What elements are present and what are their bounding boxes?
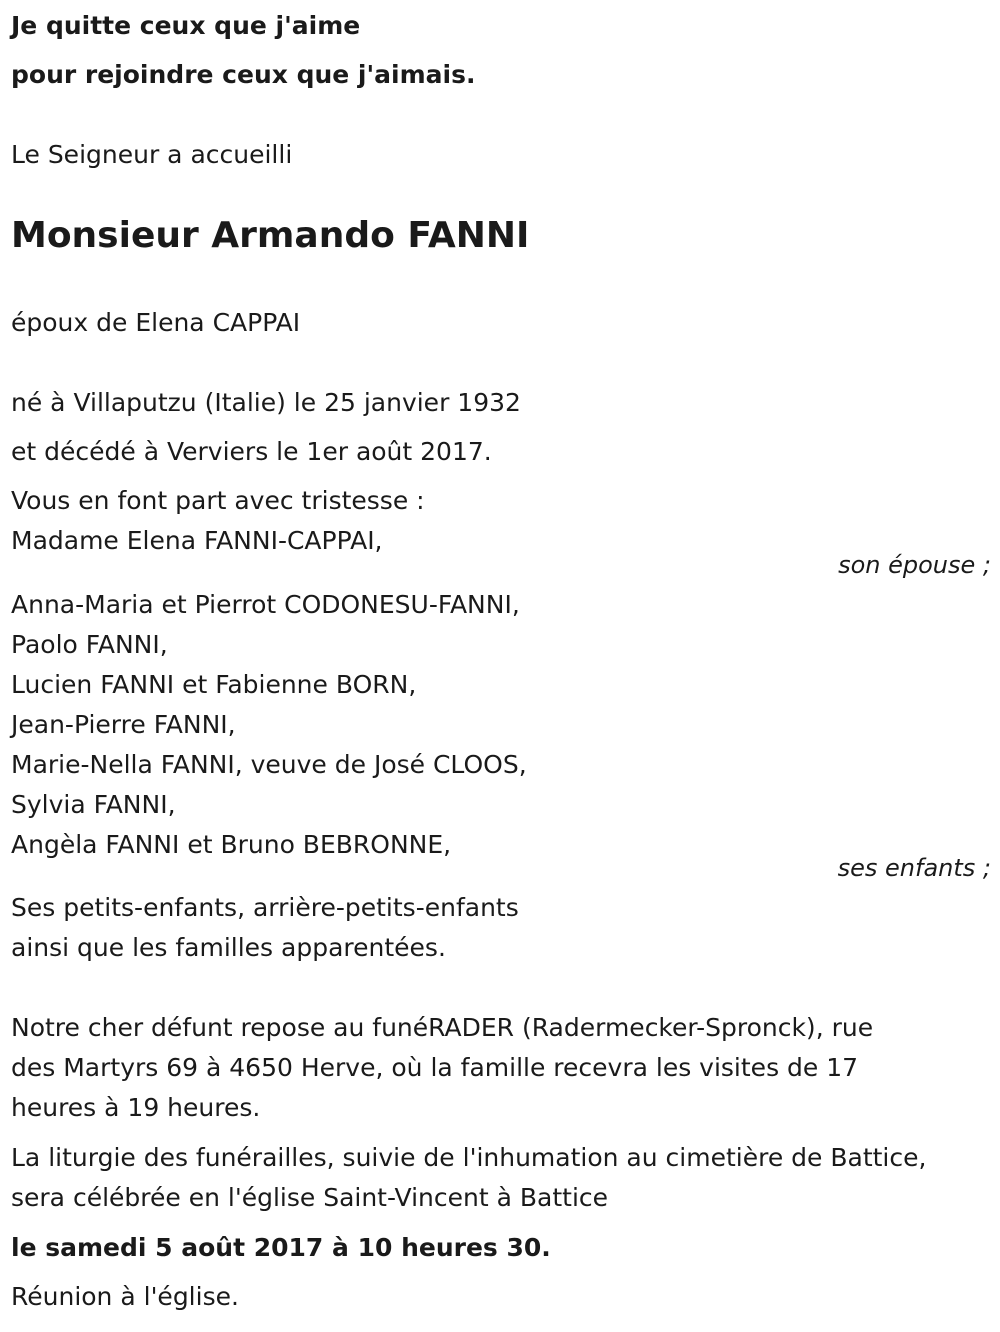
spouse-relation: son épouse ;	[838, 551, 991, 579]
epigraph-line-1: Je quitte ceux que j'aime	[11, 11, 361, 40]
deceased-name: Monsieur Armando FANNI	[11, 215, 530, 256]
child-4: Jean-Pierre FANNI,	[11, 710, 236, 739]
spouse-name: Madame Elena FANNI-CAPPAI,	[11, 526, 383, 555]
children-relation: ses enfants ;	[837, 854, 991, 882]
child-1: Anna-Maria et Pierrot CODONESU-FANNI,	[11, 590, 520, 619]
child-7: Angèla FANNI et Bruno BEBRONNE,	[11, 830, 452, 859]
funeral-line-1: La liturgie des funérailles, suivie de l'inhumation au cimetière de Battice,	[11, 1143, 927, 1172]
death-text: et décédé à Verviers le 1er août 2017.	[11, 437, 492, 466]
spouse-of-text: époux de Elena CAPPAI	[11, 308, 301, 337]
visitation-line-2: des Martyrs 69 à 4650 Herve, où la famille recevra les visites de 17	[11, 1053, 859, 1082]
child-3: Lucien FANNI et Fabienne BORN,	[11, 670, 417, 699]
visitation-line-3: heures à 19 heures.	[11, 1093, 261, 1122]
birth-text: né à Villaputzu (Italie) le 25 janvier 1932	[11, 388, 521, 417]
epigraph-line-2: pour rejoindre ceux que j'aimais.	[11, 60, 476, 89]
child-6: Sylvia FANNI,	[11, 790, 176, 819]
funeral-line-2: sera célébrée en l'église Saint-Vincent à Battice	[11, 1183, 609, 1212]
funeral-datetime: le samedi 5 août 2017 à 10 heures 30.	[11, 1233, 551, 1262]
family-line-1: Ses petits-enfants, arrière-petits-enfants	[11, 893, 519, 922]
child-5: Marie-Nella FANNI, veuve de José CLOOS,	[11, 750, 527, 779]
visitation-line-1: Notre cher défunt repose au funéRADER (Radermecker-Spronck), rue	[11, 1013, 874, 1042]
family-line-2: ainsi que les familles apparentées.	[11, 933, 446, 962]
announcement-text: Vous en font part avec tristesse :	[11, 486, 425, 515]
meeting-text: Réunion à l'église.	[11, 1282, 239, 1311]
intro-text: Le Seigneur a accueilli	[11, 140, 293, 169]
child-2: Paolo FANNI,	[11, 630, 168, 659]
